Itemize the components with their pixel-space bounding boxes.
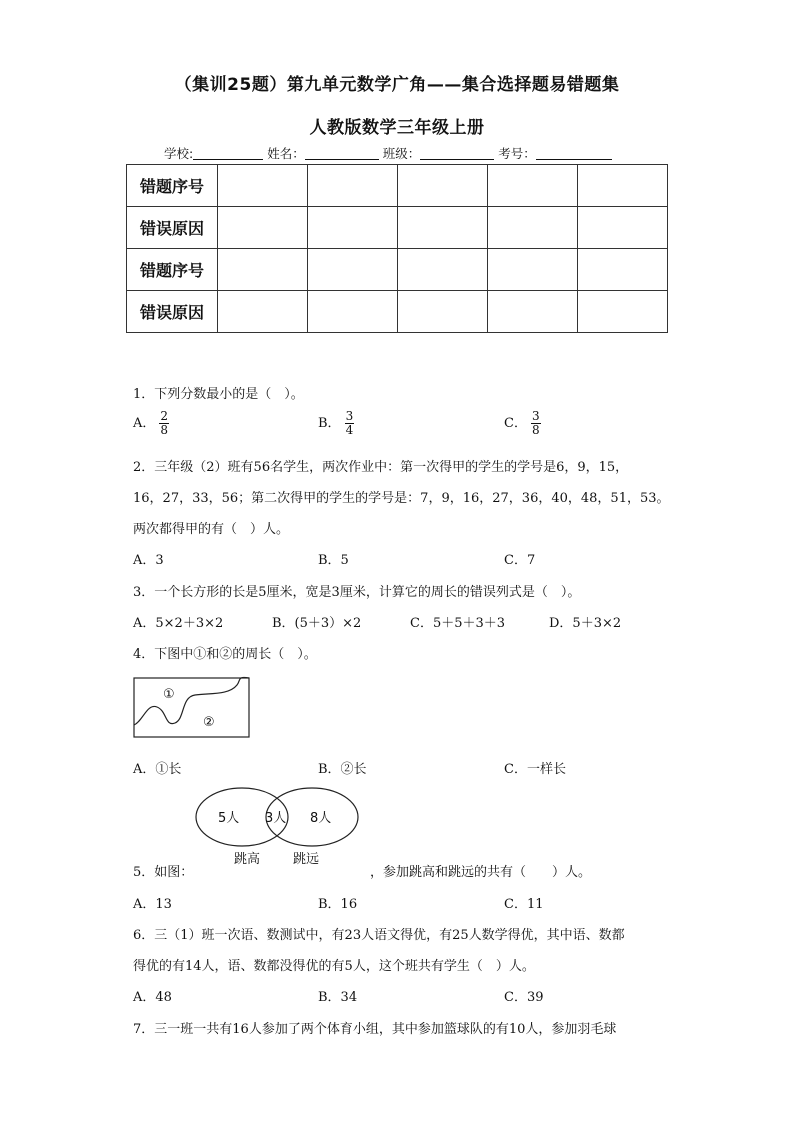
- denominator: 8: [160, 423, 169, 437]
- table-cell: [308, 165, 398, 207]
- row-header: 错题序号: [127, 249, 218, 291]
- question-2-stem-line-2: 16，27，33，56；第二次得甲的学生的学号是：7，9，16，27，36，40，48，51，53。: [133, 491, 670, 506]
- document-title: （集训25题）第九单元数学广角——集合选择题易错题集: [174, 75, 620, 95]
- question-2-option-b: B．5: [318, 553, 349, 568]
- question-3-stem: 3．一个长方形的长是5厘米，宽是3厘米，计算它的周长的错误列式是（ ）。: [133, 585, 581, 600]
- question-3-option-d: D．5＋3×2: [549, 616, 622, 631]
- region-2-label: ②: [203, 715, 215, 730]
- exam-no-label: 考号：: [498, 146, 536, 161]
- question-4-stem: 4．下图中①和②的周长（ ）。: [133, 647, 317, 662]
- row-header: 错题序号: [127, 165, 218, 207]
- row-header: 错误原因: [127, 207, 218, 249]
- table-cell: [488, 249, 578, 291]
- venn-right-label: 跳远: [293, 852, 320, 867]
- numerator: 2: [160, 409, 169, 423]
- venn-left-only-value: 5人: [218, 811, 240, 826]
- question-3-option-c: C．5＋5＋3＋3: [410, 616, 506, 631]
- figure-dividing-curve: [134, 677, 249, 725]
- question-5-venn-diagram: [190, 785, 365, 867]
- name-blank: [305, 147, 379, 160]
- table-row: [127, 165, 668, 207]
- table-cell: [578, 291, 668, 333]
- table-cell: [398, 291, 488, 333]
- question-6-stem-line-1: 6．三（1）班一次语、数测试中，有23人语文得优，有25人数学得优，其中语、数都: [133, 928, 625, 943]
- name-label: 姓名：: [267, 146, 305, 161]
- error-record-table: [126, 164, 668, 333]
- question-4-figure: [133, 677, 251, 739]
- question-2-option-c: C．7: [504, 553, 536, 568]
- table-row: [127, 249, 668, 291]
- table-cell: [218, 249, 308, 291]
- table-cell: [398, 207, 488, 249]
- student-info-line: [164, 144, 612, 162]
- table-cell: [218, 165, 308, 207]
- table-cell: [398, 165, 488, 207]
- question-2-stem-line-1: 2．三年级（2）班有56名学生，两次作业中：第一次得甲的学生的学号是6，9，15，: [133, 460, 629, 475]
- question-1-option-a: [133, 410, 169, 437]
- question-6-option-a: A．48: [133, 990, 172, 1005]
- row-header: 错误原因: [127, 291, 218, 333]
- table-cell: [488, 165, 578, 207]
- denominator: 4: [345, 423, 354, 437]
- table-cell: [308, 207, 398, 249]
- question-2-option-a: A．3: [133, 553, 164, 568]
- venn-right-only-value: 8人: [310, 811, 332, 826]
- question-5-stem-suffix: ，参加跳高和跳远的共有（ ）人。: [370, 865, 592, 880]
- table-cell: [488, 291, 578, 333]
- school-label: 学校:: [164, 146, 194, 161]
- question-6-option-c: C．39: [504, 990, 544, 1005]
- numerator: 3: [345, 409, 354, 423]
- fraction: [345, 410, 355, 437]
- fraction: [531, 410, 541, 437]
- question-4-option-a: A．①长: [133, 762, 182, 777]
- question-3-option-a: A．5×2＋3×2: [133, 616, 224, 631]
- numerator: 3: [531, 409, 540, 423]
- table-cell: [218, 207, 308, 249]
- question-1-option-c: [504, 410, 541, 437]
- table-cell: [578, 165, 668, 207]
- table-row: [127, 207, 668, 249]
- table-cell: [578, 249, 668, 291]
- venn-intersection-value: 3人: [265, 811, 287, 826]
- question-4-option-b: B．②长: [318, 762, 367, 777]
- exam-no-blank: [536, 147, 612, 160]
- table-cell: [578, 207, 668, 249]
- table-row: [127, 291, 668, 333]
- class-blank: [420, 147, 494, 160]
- question-5-option-b: B．16: [318, 897, 358, 912]
- venn-left-label: 跳高: [234, 852, 261, 867]
- option-letter: A．: [133, 416, 156, 431]
- option-letter: B．: [318, 416, 341, 431]
- question-7-stem: 7．三一班一共有16人参加了两个体育小组，其中参加篮球队的有10人，参加羽毛球: [133, 1022, 617, 1037]
- region-1-label: ①: [163, 687, 175, 702]
- question-1-option-b: [318, 410, 354, 437]
- question-6-option-b: B．34: [318, 990, 358, 1005]
- table-cell: [308, 249, 398, 291]
- document-subtitle: 人教版数学三年级上册: [309, 118, 485, 138]
- table-cell: [398, 249, 488, 291]
- question-3-option-b: B．(5＋3）×2: [272, 616, 362, 631]
- school-blank: [193, 147, 263, 160]
- question-2-stem-line-3: 两次都得甲的有（ ）人。: [133, 522, 290, 537]
- question-5-stem-prefix: 5．如图：: [133, 865, 194, 880]
- question-6-stem-line-2: 得优的有14人，语、数都没得优的有5人，这个班共有学生（ ）人。: [133, 959, 535, 974]
- question-4-option-c: C．一样长: [504, 762, 566, 777]
- table-cell: [488, 207, 578, 249]
- question-5-option-c: C．11: [504, 897, 544, 912]
- question-1-stem: 1．下列分数最小的是（ ）。: [133, 387, 304, 402]
- table-cell: [218, 291, 308, 333]
- question-5-option-a: A．13: [133, 897, 172, 912]
- option-letter: C．: [504, 416, 527, 431]
- fraction: [159, 410, 169, 437]
- class-label: 班级：: [382, 146, 421, 161]
- table-cell: [308, 291, 398, 333]
- denominator: 8: [531, 423, 540, 437]
